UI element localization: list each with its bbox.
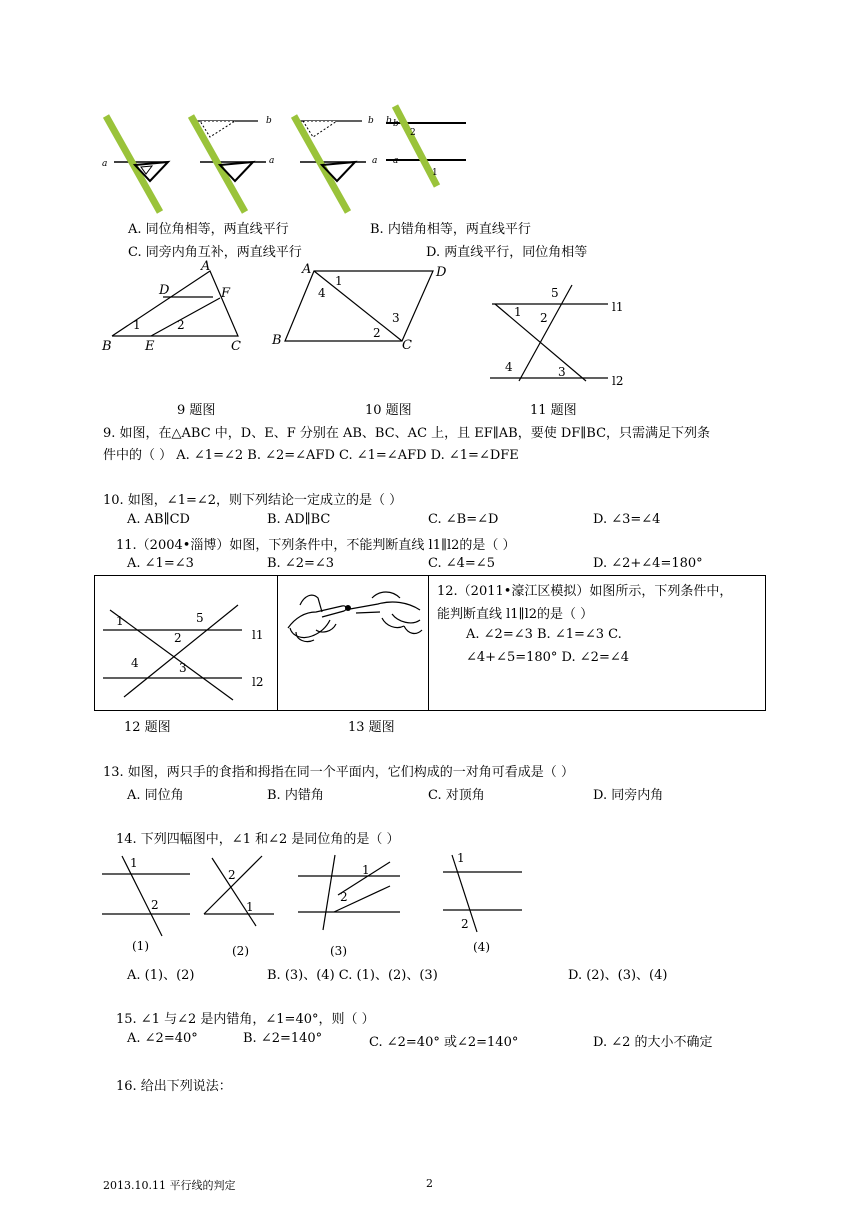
q11-option-b: B. ∠2=∠3 bbox=[267, 556, 335, 571]
q10-option-d: D. ∠3=∠4 bbox=[593, 512, 661, 527]
q12-line1: 12.（2011•濠江区模拟）如图所示，下列条件中， bbox=[437, 584, 733, 599]
fig8-label-a4: a bbox=[393, 156, 399, 166]
fig10-label-A: A bbox=[302, 262, 312, 277]
q13-option-d: D. 同旁内角 bbox=[593, 788, 664, 803]
q16-stem: 16. 给出下列说法： bbox=[116, 1079, 232, 1094]
q8-option-a: A. 同位角相等，两直线平行 bbox=[128, 222, 289, 237]
fig13-caption: 13 题图 bbox=[348, 720, 395, 735]
fig9-label-E: E bbox=[145, 339, 155, 354]
fig12-label-l2: l2 bbox=[252, 675, 264, 689]
fig12-label-3: 3 bbox=[179, 661, 187, 675]
q11-option-c: C. ∠4=∠5 bbox=[428, 556, 495, 571]
q15-option-b: B. ∠2=140° bbox=[243, 1031, 323, 1046]
fig9-label-1: 1 bbox=[133, 318, 141, 332]
q11-option-a: A. ∠1=∠3 bbox=[127, 556, 194, 571]
q11-option-d: D. ∠2+∠4=180° bbox=[593, 556, 703, 571]
q13-stem: 13. 如图，两只手的食指和拇指在同一个平面内，它们构成的一对角可看成是（ ） bbox=[103, 765, 574, 780]
q14-caption-3: (3) bbox=[330, 944, 347, 958]
q14-stem: 14. 下列四幅图中，∠1 和∠2 是同位角的是（ ） bbox=[116, 832, 400, 847]
fig8-label-a2: a bbox=[269, 156, 275, 166]
fig11-label-5: 5 bbox=[551, 286, 559, 300]
fig8-label-a1: a bbox=[102, 159, 108, 169]
fig12-caption: 12 题图 bbox=[124, 720, 171, 735]
q15-option-d: D. ∠2 的大小不确定 bbox=[593, 1035, 713, 1050]
q14-caption-4: (4) bbox=[473, 940, 490, 954]
q8-option-d: D. 两直线平行，同位角相等 bbox=[426, 245, 588, 260]
q14-option-a: A. (1)、(2) bbox=[127, 968, 195, 983]
q9-line2: 件中的（ ） A. ∠1=∠2 B. ∠2=∠AFD C. ∠1=∠AFD D. ∠1=∠DFE bbox=[103, 448, 519, 463]
fig8-label-b4: b bbox=[393, 119, 399, 129]
q14-fig1-label-2: 2 bbox=[151, 898, 159, 912]
q10-option-c: C. ∠B=∠D bbox=[428, 512, 499, 527]
q11-stem: 11.（2004•淄博）如图，下列条件中，不能判断直线 l1∥l2的是（ ） bbox=[116, 538, 516, 553]
fig11-label-4: 4 bbox=[505, 360, 513, 374]
fig9-label-D: D bbox=[159, 283, 170, 298]
q14-fig3-label-2: 2 bbox=[340, 890, 348, 904]
fig12-label-4: 4 bbox=[131, 656, 139, 670]
q9-line1: 9. 如图，在△ABC 中，D、E、F 分别在 AB、BC、AC 上，且 EF∥AB，要使 DF∥BC，只需满足下列条 bbox=[103, 426, 711, 441]
page-number: 2 bbox=[426, 1177, 433, 1190]
fig8-label-b3: b bbox=[386, 116, 392, 126]
fig10-label-4: 4 bbox=[318, 286, 326, 300]
q10-option-b: B. AD∥BC bbox=[267, 512, 331, 527]
fig12-label-l1: l1 bbox=[252, 628, 264, 642]
fig9-label-C: C bbox=[231, 339, 241, 354]
fig10-label-2: 2 bbox=[373, 326, 381, 340]
q14-fig2-label-1: 1 bbox=[246, 900, 254, 914]
fig10-label-3: 3 bbox=[392, 311, 400, 325]
fig9-label-2: 2 bbox=[177, 318, 185, 332]
q15-option-c: C. ∠2=40° 或∠2=140° bbox=[369, 1035, 519, 1050]
q14-caption-1: (1) bbox=[132, 939, 149, 953]
fig9-label-B: B bbox=[102, 339, 112, 354]
fig10-label-B: B bbox=[272, 333, 282, 348]
q14-fig3-label-1: 1 bbox=[362, 863, 370, 877]
q12-line2: 能判断直线 l1∥l2的是（ ） bbox=[437, 607, 594, 622]
fig11-label-3: 3 bbox=[558, 365, 566, 379]
fig8-label-a3: a bbox=[372, 156, 378, 166]
fig11-caption: 11 题图 bbox=[530, 403, 577, 418]
q13-option-a: A. 同位角 bbox=[127, 788, 184, 803]
q15-stem: 15. ∠1 与∠2 是内错角，∠1=40°，则（ ） bbox=[116, 1012, 375, 1027]
fig11-label-l1: l1 bbox=[612, 300, 624, 314]
footer-left: 2013.10.11 平行线的判定 bbox=[103, 1179, 236, 1192]
q13-option-c: C. 对顶角 bbox=[428, 788, 485, 803]
q14-fig2-label-2: 2 bbox=[228, 868, 236, 882]
q12-line3: A. ∠2=∠3 B. ∠1=∠3 C. bbox=[466, 627, 622, 642]
fig12-label-2: 2 bbox=[174, 631, 182, 645]
q15-option-a: A. ∠2=40° bbox=[127, 1031, 198, 1046]
fig12-label-5: 5 bbox=[196, 611, 204, 625]
q14-fig4-label-2: 2 bbox=[461, 917, 469, 931]
q14-option-bc: B. (3)、(4) C. (1)、(2)、(3) bbox=[267, 968, 438, 983]
fig8-label-1: 1 bbox=[432, 168, 438, 178]
fig11-label-l2: l2 bbox=[612, 374, 624, 388]
fig11-label-2: 2 bbox=[540, 311, 548, 325]
q12-line4: ∠4+∠5=180° D. ∠2=∠4 bbox=[466, 650, 630, 665]
fig10-label-1: 1 bbox=[335, 274, 343, 288]
q8-option-b: B. 内错角相等，两直线平行 bbox=[370, 222, 531, 237]
fig9-caption: 9 题图 bbox=[177, 403, 216, 418]
fig9-label-A: A bbox=[201, 259, 211, 274]
fig8-label-b2: b bbox=[368, 116, 374, 126]
q8-option-c: C. 同旁内角互补，两直线平行 bbox=[128, 245, 302, 260]
fig10-label-C: C bbox=[402, 338, 412, 353]
q10-stem: 10. 如图，∠1=∠2，则下列结论一定成立的是（ ） bbox=[103, 493, 403, 508]
q14-fig4-label-1: 1 bbox=[457, 851, 465, 865]
fig9-label-F: F bbox=[221, 286, 231, 301]
q14-caption-2: (2) bbox=[232, 944, 249, 958]
q14-fig1-label-1: 1 bbox=[130, 856, 138, 870]
q13-option-b: B. 内错角 bbox=[267, 788, 324, 803]
fig8-label-b1: b bbox=[266, 116, 272, 126]
q14-option-d: D. (2)、(3)、(4) bbox=[568, 968, 668, 983]
fig8-label-2: 2 bbox=[410, 128, 416, 138]
fig10-label-D: D bbox=[436, 265, 447, 280]
q10-option-a: A. AB∥CD bbox=[127, 512, 190, 527]
fig11-label-1: 1 bbox=[514, 305, 522, 319]
fig10-caption: 10 题图 bbox=[365, 403, 412, 418]
fig12-label-1: 1 bbox=[116, 614, 124, 628]
